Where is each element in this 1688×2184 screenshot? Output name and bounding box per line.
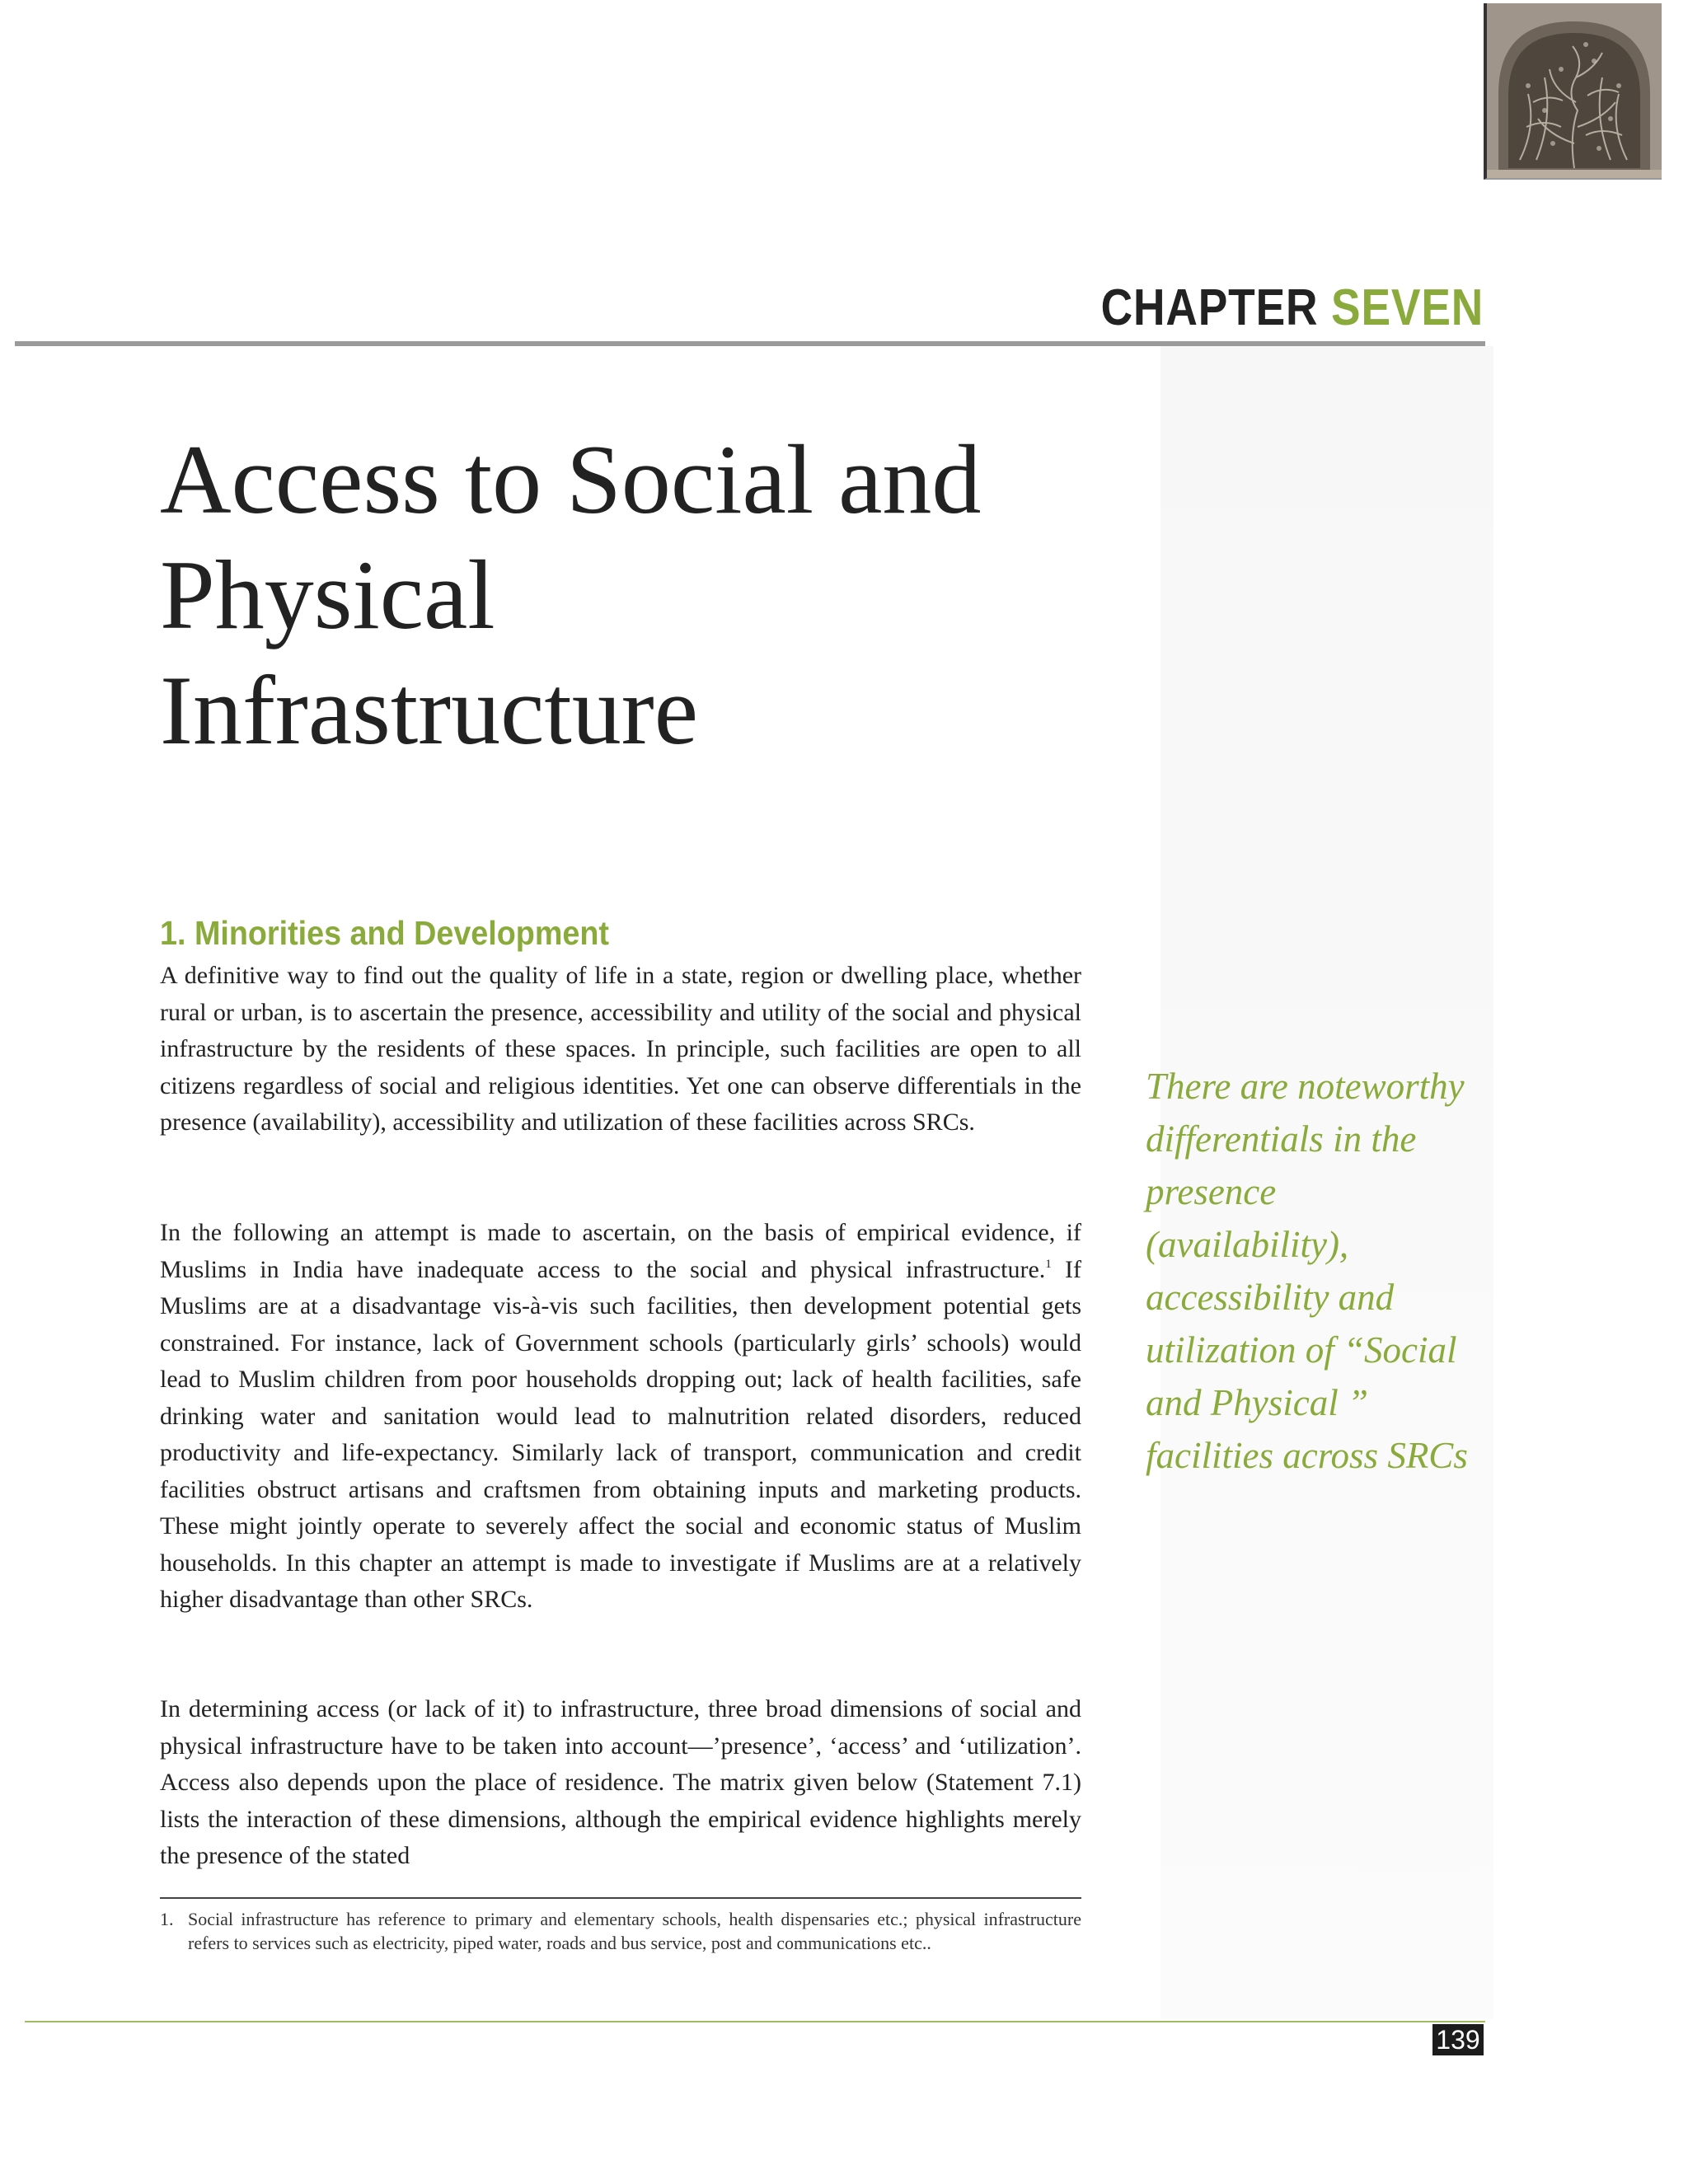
chapter-thumbnail-image [1484,3,1662,180]
body-paragraph-2 [160,1215,1081,1619]
chapter-label [1100,279,1484,337]
body-paragraph-2-part-2: If Muslims are at a disadvantage vis-à-vis such facilities, then development potential gets constrained. For instance, lack of Government schools (particularly girls’ schools) would lead to Muslim children from poor households dropping out; lack of health facilities, safe drinking water and sanitation would lead to malnutrition related disorders, reduced productivity and life-expectancy. Similarly lack of transport, communication and credit facilities obstruct artisans and craftsmen from obtaining inputs and marketing products. These might jointly operate to severely affect the social and economic status of Muslim households. In this chapter an attempt is made to investigate if Muslims are at a relatively higher disadvantage than other SRCs. [160,1255,1081,1613]
chapter-title-line-3: Infrastructure [160,655,698,765]
body-paragraph-1: A definitive way to find out the quality of life in a state, region or dwelling place, whether rural or urban, is to ascertain the presence, accessibility and utility of the social and physical infrastructure by the residents of these spaces. In principle, such facilities are open to all citizens regardless of social and religious identities. Yet one can observe differentials in the presence (availability), accessibility and utilization of these facilities across SRCs. [160,962,1081,1136]
pull-quote: There are noteworthy differentials in the presence (availability), accessibility and utilization of “Social and Physical ” facilities across SRCs [1146,1066,1468,1476]
section-heading: 1. Minorities and Development [160,914,609,952]
footer-rule [25,2021,1485,2022]
body-paragraph-3: In determining access (or lack of it) to infrastructure, three broad dimensions of social and physical infrastructure have to be taken into account—’presence’, ‘access’ and ‘utilization’. Access also depends upon the place of residence. The matrix given below (Statement 7.1) lists the interaction of these dimensions, although the empirical evidence highlights merely the presence of the stated [160,1695,1081,1869]
footnote-rule [160,1897,1081,1899]
chapter-word: CHAPTER [1100,279,1319,336]
chapter-title [160,422,981,768]
footnote-text: Social infrastructure has reference to primary and elementary schools, health dispensaries etc.; physical infrastructure refers to services such as electricity, piped water, roads and bus service, post and communications etc.. [188,1909,1081,1953]
page-number: 139 [1432,2024,1484,2055]
body-paragraph-2-part-1: In the following an attempt is made to ascertain, on the basis of empirical evidence, if Muslims in India have inadequate access to the social and physical infrastructure. [160,1219,1081,1283]
chapter-title-line-2: Physical [160,540,495,649]
footnote-reference[interactable]: 1 [1045,1257,1052,1271]
footnote-number: 1. [160,1909,174,1929]
chapter-number: SEVEN [1330,279,1484,336]
chapter-title-line-1: Access to Social and [160,424,982,534]
footnote [160,1907,1081,1955]
